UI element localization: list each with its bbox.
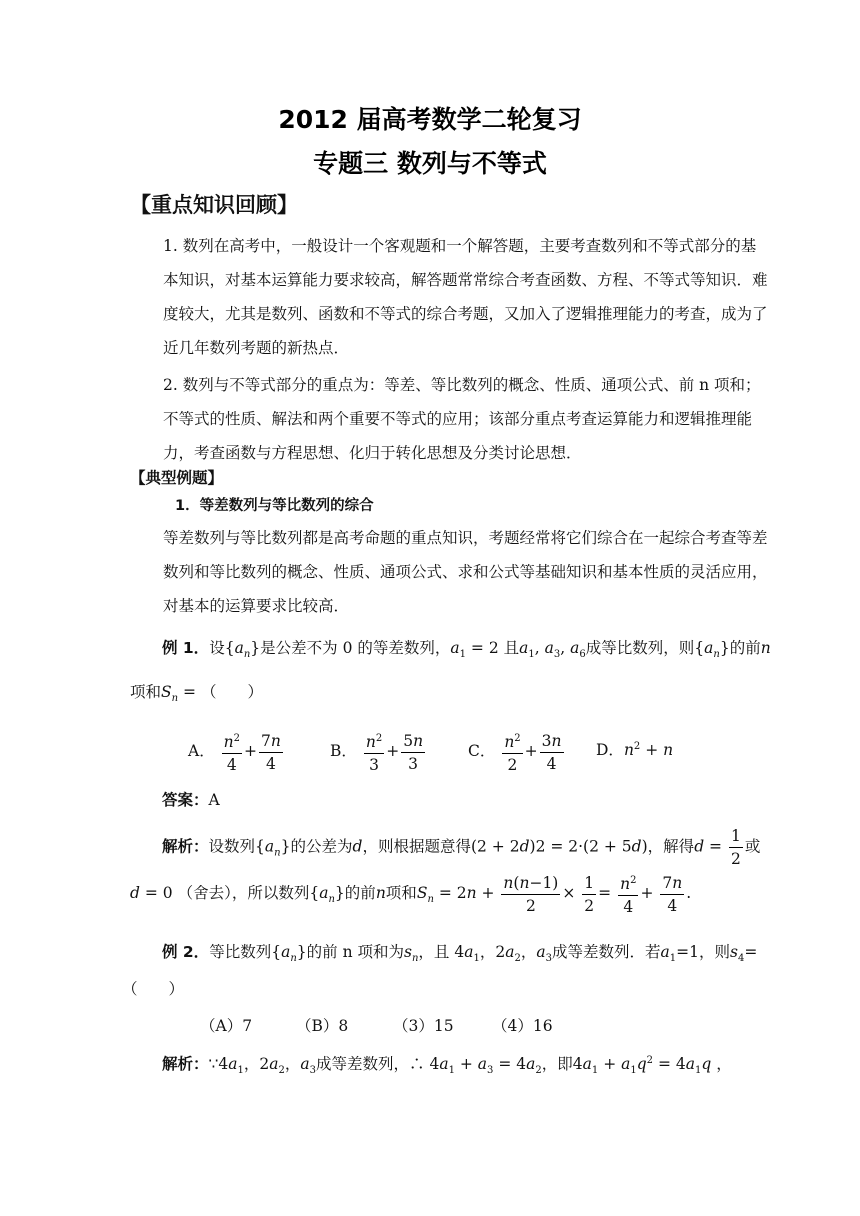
example-1-option-a: A． $\frac{n^2}{4}$ + $\frac{7n}{4}$: [188, 728, 285, 776]
example-1-option-d: D．$n^2 + n$: [596, 740, 674, 759]
document-subtitle: 专题三 数列与不等式: [313, 149, 547, 178]
paragraph-1: 1. 数列在高考中，一般设计一个客观题和一个解答题，主要考查数列和不等式部分的基本知识，对基本运算能力要求较高，解答题常常综合考查函数、方程、不等式等知识．难度较大，尤其是数列、函数和不等式的综合考题，又加入了逻辑推理能力的考查，成为了近几年数列考题的新热点．: [163, 237, 768, 357]
example-2-option-c: （3）15: [393, 1017, 454, 1035]
section-heading-review: 【重点知识回顾】: [130, 193, 298, 217]
example-1-analysis: 解析：设数列$\{a_n\}$的公差为d，则根据题意得(2 + 2d)2 = 2·(2 + 5d)，解得d = $\frac{1}{2}$ 或: [162, 827, 761, 868]
example-2-label: 例 2．: [162, 943, 210, 961]
document-title: 2012 届高考数学二轮复习: [278, 105, 582, 134]
example-2-question: 例 2．等比数列$\{a_n\}$的前 n 项和为$s_n$，且 $4a_1$，$2a_2$，$a_3$成等差数列．若$a_1=1$，则$s_4=$: [162, 943, 758, 965]
example-2-option-a: （A）7: [200, 1017, 253, 1035]
example-2-option-b: （B）8: [296, 1017, 349, 1035]
example-2-option-d: （4）16: [492, 1017, 553, 1035]
example-1-label: 例 1．: [162, 639, 210, 657]
example-1-analysis-cont: d = 0 （舍去），所以数列$\{a_n\}$的前n项和$S_n = 2n$ + $\frac{n(n-1)}{2}$ × $\frac{1}{2}$ = $\frac{n^2}{4}$ + $\frac{7n}{4}$ .: [130, 870, 691, 918]
example-1-question-cont: 项和$S_n$ = （ ）: [130, 683, 263, 705]
example-2-analysis: 解析：$\because 4a_1$，$2a_2$，$a_3$成等差数列，∴ $4a_1 + a_3 = 4a_2$，即$4a_1 + a_1q^2 = 4a_1q$ ，: [162, 1054, 732, 1077]
example-1-option-b: B． $\frac{n^2}{3}$ + $\frac{5n}{3}$: [330, 728, 427, 776]
example-1-option-c: C． $\frac{n^2}{2}$ + $\frac{3n}{4}$: [468, 728, 566, 776]
example-2-paren: （ ）: [122, 980, 185, 998]
example-1-question: 例 1．设$\{a_n\}$是公差不为 0 的等差数列，$a_1 = 2$ 且$a_1$, $a_3$, $a_6$成等比数列，则$\{a_n\}$的前n: [162, 639, 771, 661]
example-1-answer: 答案：A: [162, 791, 220, 809]
section-heading-examples: 【典型例题】: [130, 469, 224, 487]
paragraph-2: 2. 数列与不等式部分的重点为：等差、等比数列的概念、性质、通项公式、前 n 项和；不等式的性质、解法和两个重要不等式的应用；该部分重点考查运算能力和逻辑推理能力，考查函数与方程思想、化归于转化思想及分类讨论思想．: [163, 376, 761, 462]
topic-heading-1: 1．等差数列与等比数列的综合: [175, 498, 374, 514]
paragraph-3: 等差数列与等比数列都是高考命题的重点知识，考题经常将它们综合在一起综合考查等差数列和等比数列的概念、性质、通项公式、求和公式等基础知识和基本性质的灵活应用，对基本的运算要求比较高．: [163, 529, 768, 615]
